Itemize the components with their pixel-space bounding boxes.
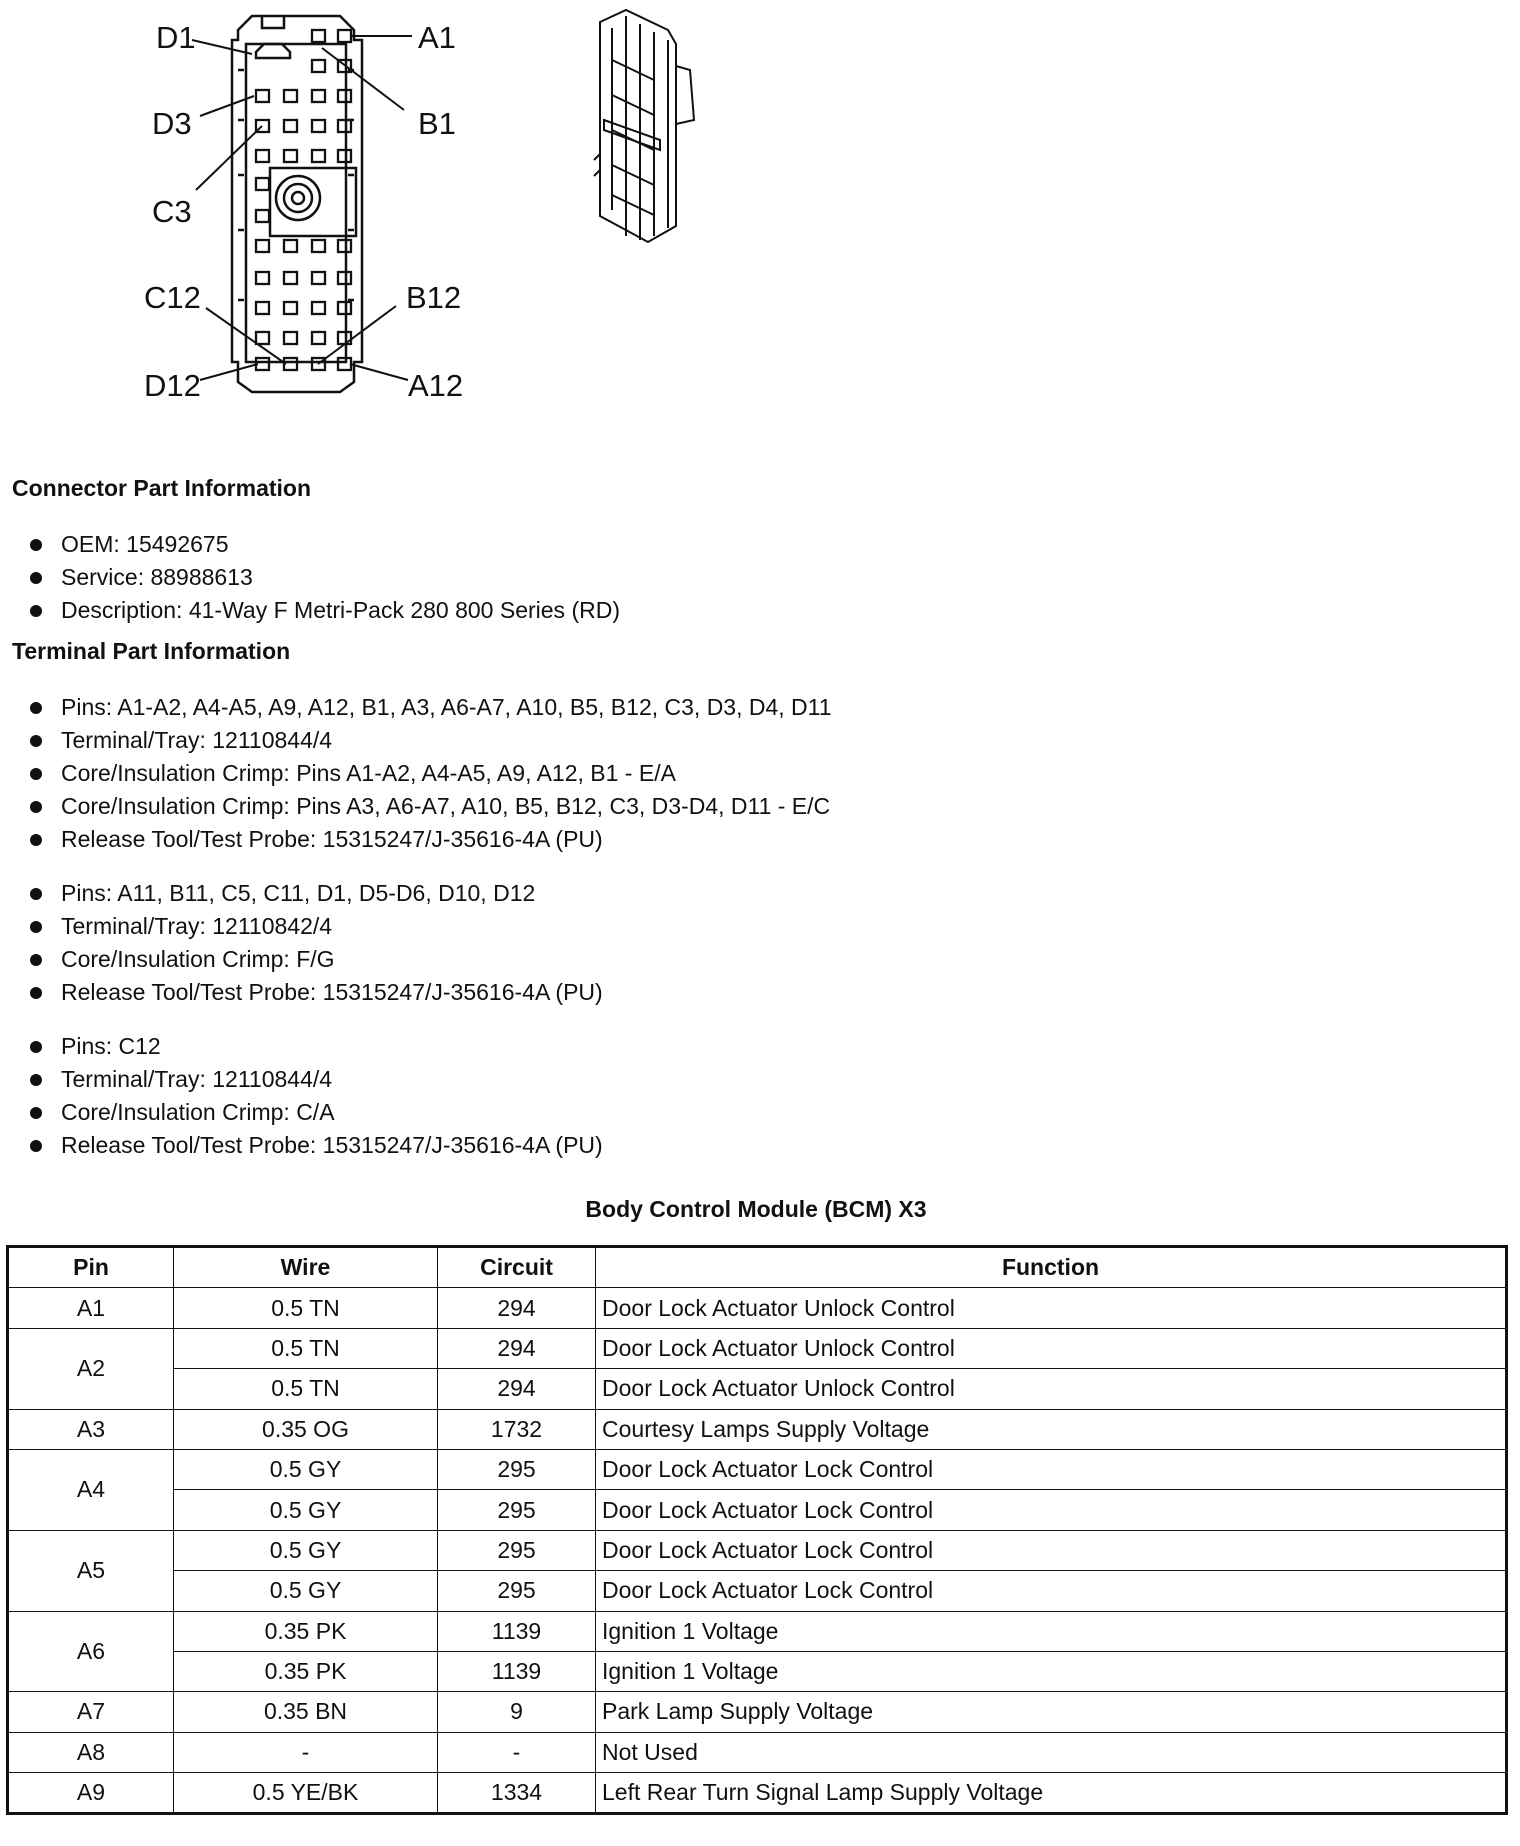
cell-function: Door Lock Actuator Unlock Control (596, 1369, 1507, 1409)
callout-c3: C3 (152, 194, 192, 229)
cell-wire: 0.5 TN (174, 1369, 438, 1409)
list-item: Core/Insulation Crimp: F/G (28, 943, 603, 976)
cell-pin: A5 (8, 1530, 174, 1611)
cell-pin: A1 (8, 1288, 174, 1328)
cell-circuit: 294 (438, 1328, 596, 1368)
list-item: Pins: A11, B11, C5, C11, D1, D5-D6, D10, D12 (28, 877, 603, 910)
list-item: Core/Insulation Crimp: C/A (28, 1096, 603, 1129)
cell-pin: A3 (8, 1409, 174, 1449)
table-row (8, 1490, 1507, 1530)
cell-function: Left Rear Turn Signal Lamp Supply Voltage (596, 1773, 1507, 1814)
list-item: Release Tool/Test Probe: 15315247/J-35616-4A (PU) (28, 1129, 603, 1162)
cell-wire: 0.35 PK (174, 1651, 438, 1691)
table-row (8, 1449, 1507, 1489)
list-item: Release Tool/Test Probe: 15315247/J-35616-4A (PU) (28, 976, 603, 1009)
cell-wire: 0.5 TN (174, 1328, 438, 1368)
cell-circuit: 295 (438, 1530, 596, 1570)
cell-function: Door Lock Actuator Unlock Control (596, 1288, 1507, 1328)
cell-function: Park Lamp Supply Voltage (596, 1692, 1507, 1732)
table-row (8, 1732, 1507, 1772)
table-row (8, 1288, 1507, 1328)
table-row (8, 1328, 1507, 1368)
cell-wire: 0.5 YE/BK (174, 1773, 438, 1814)
table-row (8, 1369, 1507, 1409)
callout-d12: D12 (144, 368, 201, 403)
cell-pin: A4 (8, 1449, 174, 1530)
callout-c12: C12 (144, 280, 201, 315)
cell-function: Courtesy Lamps Supply Voltage (596, 1409, 1507, 1449)
header-circuit: Circuit (438, 1247, 596, 1288)
table-title: Body Control Module (BCM) X3 (585, 1196, 927, 1222)
table-row (8, 1692, 1507, 1732)
list-item: Terminal/Tray: 12110842/4 (28, 910, 603, 943)
table-row (8, 1409, 1507, 1449)
cell-wire: 0.5 GY (174, 1490, 438, 1530)
cell-function: Door Lock Actuator Lock Control (596, 1449, 1507, 1489)
callout-a1: A1 (418, 20, 456, 55)
table-row (8, 1651, 1507, 1691)
cell-wire: 0.35 OG (174, 1409, 438, 1449)
center-post-mid (284, 184, 312, 212)
cell-function: Door Lock Actuator Lock Control (596, 1530, 1507, 1570)
callout-b1: B1 (418, 106, 456, 141)
callout-a12: A12 (408, 368, 464, 403)
pin-table-body (8, 1288, 1507, 1814)
cell-wire: 0.5 GY (174, 1449, 438, 1489)
cell-function: Not Used (596, 1732, 1507, 1772)
cell-wire: 0.35 PK (174, 1611, 438, 1651)
list-item: Terminal/Tray: 12110844/4 (28, 724, 832, 757)
cell-circuit: - (438, 1732, 596, 1772)
terminal-group-1 (28, 691, 832, 856)
table-row (8, 1611, 1507, 1651)
header-pin: Pin (8, 1247, 174, 1288)
terminal-info-heading: Terminal Part Information (12, 638, 291, 664)
callout-d1: D1 (156, 20, 196, 55)
connector-info-list (28, 528, 620, 627)
header-function: Function (596, 1247, 1507, 1288)
connector-info-heading: Connector Part Information (12, 475, 312, 501)
table-row (8, 1571, 1507, 1611)
list-item: Pins: C12 (28, 1030, 603, 1063)
key-d1 (256, 44, 290, 58)
cell-function: Ignition 1 Voltage (596, 1651, 1507, 1691)
table-header-row (8, 1247, 1507, 1288)
list-item: Release Tool/Test Probe: 15315247/J-35616-4A (PU) (28, 823, 832, 856)
center-post-housing (270, 168, 356, 236)
table-row (8, 1530, 1507, 1570)
list-item: Core/Insulation Crimp: Pins A1-A2, A4-A5, A9, A12, B1 - E/A (28, 757, 832, 790)
cell-circuit: 294 (438, 1369, 596, 1409)
cell-function: Door Lock Actuator Lock Control (596, 1571, 1507, 1611)
cell-circuit: 295 (438, 1490, 596, 1530)
callout-leaders (192, 36, 412, 380)
cell-function: Door Lock Actuator Unlock Control (596, 1328, 1507, 1368)
callout-b12: B12 (406, 280, 462, 315)
terminal-group-2 (28, 877, 603, 1009)
cell-circuit: 295 (438, 1571, 596, 1611)
cell-pin: A2 (8, 1328, 174, 1409)
callout-d3: D3 (152, 106, 192, 141)
list-item: Service: 88988613 (28, 561, 620, 594)
cell-circuit: 9 (438, 1692, 596, 1732)
cell-function: Door Lock Actuator Lock Control (596, 1490, 1507, 1530)
cell-pin: A6 (8, 1611, 174, 1692)
table-row (8, 1773, 1507, 1814)
cell-wire: - (174, 1732, 438, 1772)
cell-circuit: 294 (438, 1288, 596, 1328)
cell-circuit: 1732 (438, 1409, 596, 1449)
list-item: Pins: A1-A2, A4-A5, A9, A12, B1, A3, A6-A7, A10, B5, B12, C3, D3, D4, D11 (28, 691, 832, 724)
cell-circuit: 295 (438, 1449, 596, 1489)
pin-table (6, 1245, 1508, 1815)
cell-pin: A8 (8, 1732, 174, 1772)
cell-wire: 0.35 BN (174, 1692, 438, 1732)
latch-top (262, 16, 284, 28)
cell-function: Ignition 1 Voltage (596, 1611, 1507, 1651)
cell-circuit: 1139 (438, 1611, 596, 1651)
terminal-group-3 (28, 1030, 603, 1162)
list-item: Terminal/Tray: 12110844/4 (28, 1063, 603, 1096)
cell-wire: 0.5 GY (174, 1571, 438, 1611)
center-post-inner (292, 192, 304, 204)
cell-pin: A7 (8, 1692, 174, 1732)
header-wire: Wire (174, 1247, 438, 1288)
cell-wire: 0.5 GY (174, 1530, 438, 1570)
list-item: Description: 41-Way F Metri-Pack 280 800 Series (RD) (28, 594, 620, 627)
list-item: OEM: 15492675 (28, 528, 620, 561)
cell-circuit: 1334 (438, 1773, 596, 1814)
connector-side-view (594, 10, 694, 242)
cell-wire: 0.5 TN (174, 1288, 438, 1328)
connector-diagram (0, 0, 760, 410)
cell-pin: A9 (8, 1773, 174, 1814)
center-post-outer (276, 176, 320, 220)
list-item: Core/Insulation Crimp: Pins A3, A6-A7, A10, B5, B12, C3, D3-D4, D11 - E/C (28, 790, 832, 823)
cell-circuit: 1139 (438, 1651, 596, 1691)
